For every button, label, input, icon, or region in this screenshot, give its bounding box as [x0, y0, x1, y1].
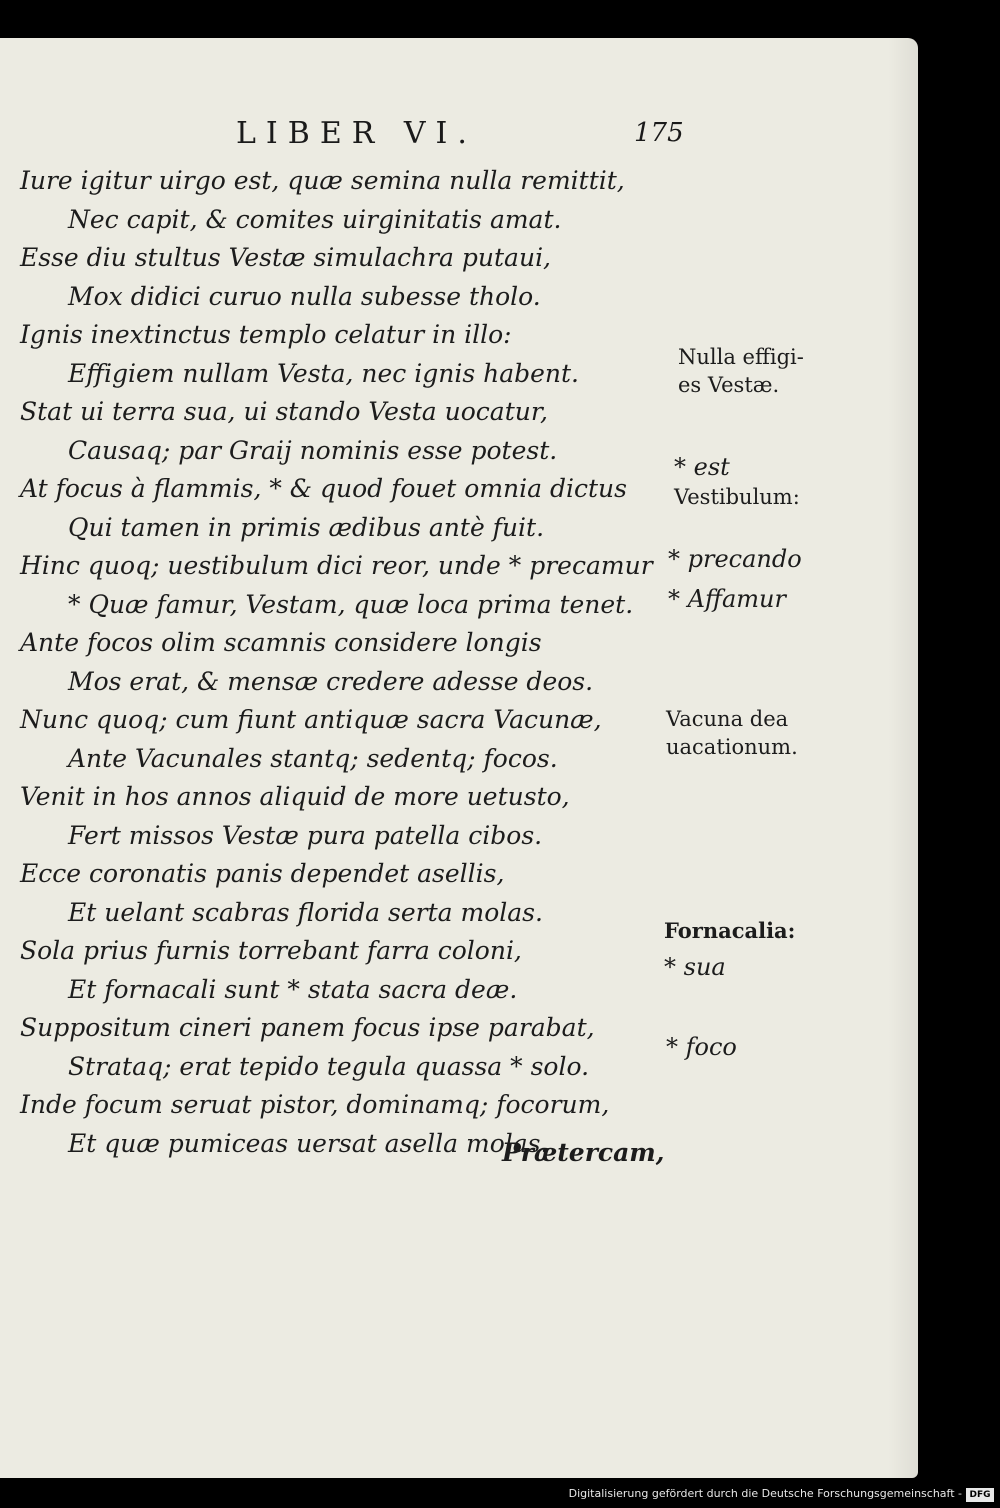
verse-line: Nunc quoq; cum fiunt antiquæ sacra Vacunæ, [20, 705, 602, 734]
marginal-note: * Affamur [668, 585, 786, 613]
verse-line: Inde focum seruat pistor, dominamq; focorum, [20, 1090, 610, 1119]
marginal-note: es Vestæ. [678, 373, 780, 397]
verse-line: Suppositum cineri panem focus ipse parabat, [20, 1013, 595, 1042]
verse-line: Effigiem nullam Vesta, nec ignis habent. [68, 358, 579, 388]
folio-number: 175 [634, 118, 684, 148]
verse-line: Et fornacali sunt * stata sacra deæ. [68, 974, 518, 1004]
verse-line: Nec capit, & comites uirginitatis amat. [68, 204, 562, 234]
marginal-note: * est [674, 453, 730, 481]
verse-block [0, 162, 653, 1163]
marginal-note: * foco [666, 1033, 737, 1061]
marginal-note: Vacuna dea [666, 707, 789, 731]
verse-line: Qui tamen in primis ædibus antè fuit. [68, 512, 545, 542]
marginal-note: Fornacalia: [664, 918, 796, 943]
verse-line: Sola prius furnis torrebant farra coloni, [20, 936, 522, 965]
verse-line: Ignis inextinctus templo celatur in illo: [20, 320, 512, 349]
catchword: Prætercam, [502, 1138, 665, 1167]
marginal-note: Nulla effigi- [678, 345, 804, 369]
verse-line: Iure igitur uirgo est, quæ semina nulla remittit, [20, 166, 625, 195]
digitization-credit: Digitalisierung gefördert durch die Deutsche Forschungsgemeinschaft - [568, 1487, 962, 1500]
verse-line: Causaq; par Graij nominis esse potest. [68, 435, 558, 465]
verse-line: Et quæ pumiceas uersat asella molas. [68, 1128, 549, 1158]
verse-line: Esse diu stultus Vestæ simulachra putaui, [20, 243, 552, 272]
verse-line: At focus à flammis, * & quod fouet omnia dictus [20, 474, 627, 503]
book-page [0, 38, 918, 1478]
dfg-logo: DFG [966, 1488, 994, 1502]
running-head: LIBER VI. [236, 116, 477, 151]
verse-line: Venit in hos annos aliquid de more uetusto, [20, 782, 570, 811]
verse-line: Ante focos olim scamnis considere longis [20, 628, 542, 657]
marginal-note: * sua [664, 953, 726, 981]
verse-line: Ante Vacunales stantq; sedentq; focos. [68, 743, 558, 773]
verse-line: * Quæ famur, Vestam, quæ loca prima tenet. [68, 589, 634, 619]
verse-line: Mox didici curuo nulla subesse tholo. [68, 281, 541, 311]
marginal-note: uacationum. [666, 735, 798, 759]
marginal-note: * precando [668, 545, 802, 573]
verse-line: Hinc quoq; uestibulum dici reor, unde * precamur [20, 551, 653, 580]
verse-line: Ecce coronatis panis dependet asellis, [20, 859, 505, 888]
verse-line: Strataq; erat tepido tegula quassa * solo. [68, 1051, 590, 1081]
verse-line: Et uelant scabras florida serta molas. [68, 897, 543, 927]
verse-line: Mos erat, & mensæ credere adesse deos. [68, 666, 594, 696]
verse-line: Fert missos Vestæ pura patella cibos. [68, 820, 543, 850]
page-header [0, 116, 918, 156]
marginal-note: Vestibulum: [674, 485, 800, 509]
verse-line: Stat ui terra sua, ui stando Vesta uocatur, [20, 397, 549, 426]
